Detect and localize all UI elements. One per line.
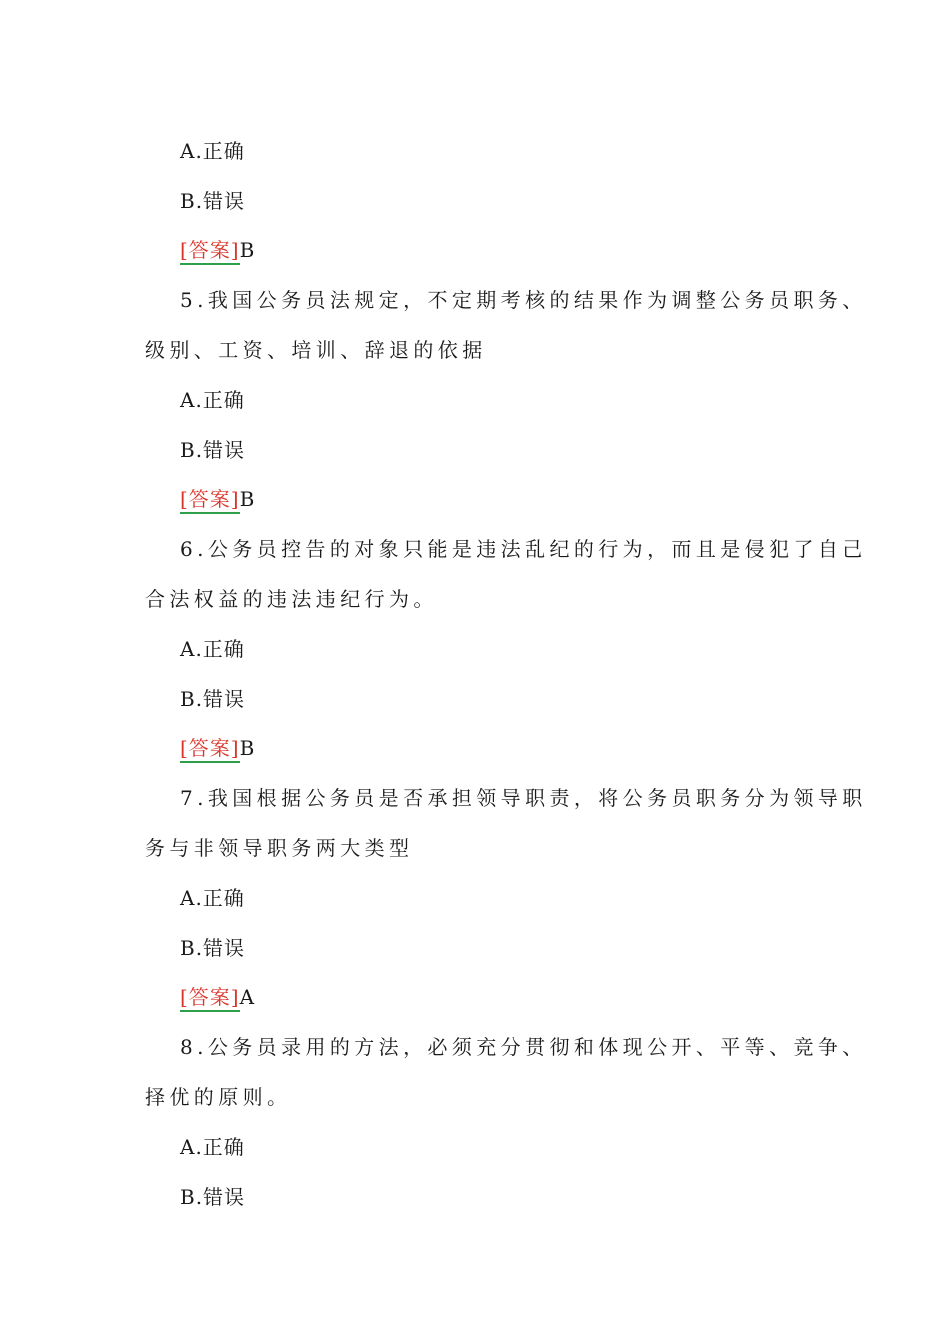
- question-5-option-b: B.错误: [180, 438, 246, 462]
- question-8-line-2: 择优的原则。: [145, 1085, 292, 1109]
- answer-value: B: [239, 736, 256, 760]
- option-a: A.正确: [180, 139, 245, 163]
- question-5-line-1: 5.我国公务员法规定，不定期考核的结果作为调整公务员职务、: [180, 288, 867, 312]
- question-5-line-2: 级别、工资、培训、辞退的依据: [145, 338, 487, 362]
- question-6-option-b: B.错误: [180, 687, 246, 711]
- question-7-answer: [180, 983, 860, 1012]
- answer-value: A: [239, 985, 256, 1009]
- question-5-answer: [180, 485, 860, 514]
- answer-tag: [答案]: [180, 237, 240, 265]
- answer-tag: [答案]: [180, 486, 240, 514]
- question-6-line-1: 6.公务员控告的对象只能是违法乱纪的行为，而且是侵犯了自己: [180, 537, 867, 561]
- answer-value: B: [239, 238, 256, 262]
- question-7-option-b: B.错误: [180, 936, 246, 960]
- question-7-line-2: 务与非领导职务两大类型: [145, 836, 414, 860]
- question-8-option-a: A.正确: [180, 1135, 245, 1159]
- question-6-option-a: A.正确: [180, 637, 245, 661]
- option-b: B.错误: [180, 189, 246, 213]
- question-5-option-a: A.正确: [180, 388, 245, 412]
- question-6-line-2: 合法权益的违法违纪行为。: [145, 587, 438, 611]
- question-6-answer: [180, 734, 860, 763]
- question-8-line-1: 8.公务员录用的方法，必须充分贯彻和体现公开、平等、竞争、: [180, 1035, 867, 1059]
- answer-tag: [答案]: [180, 984, 240, 1012]
- question-7-option-a: A.正确: [180, 886, 245, 910]
- answer-value: B: [239, 487, 256, 511]
- answer-line: [180, 236, 860, 265]
- answer-tag: [答案]: [180, 735, 240, 763]
- question-7-line-1: 7.我国根据公务员是否承担领导职责，将公务员职务分为领导职: [180, 786, 867, 810]
- question-8-option-b: B.错误: [180, 1185, 246, 1209]
